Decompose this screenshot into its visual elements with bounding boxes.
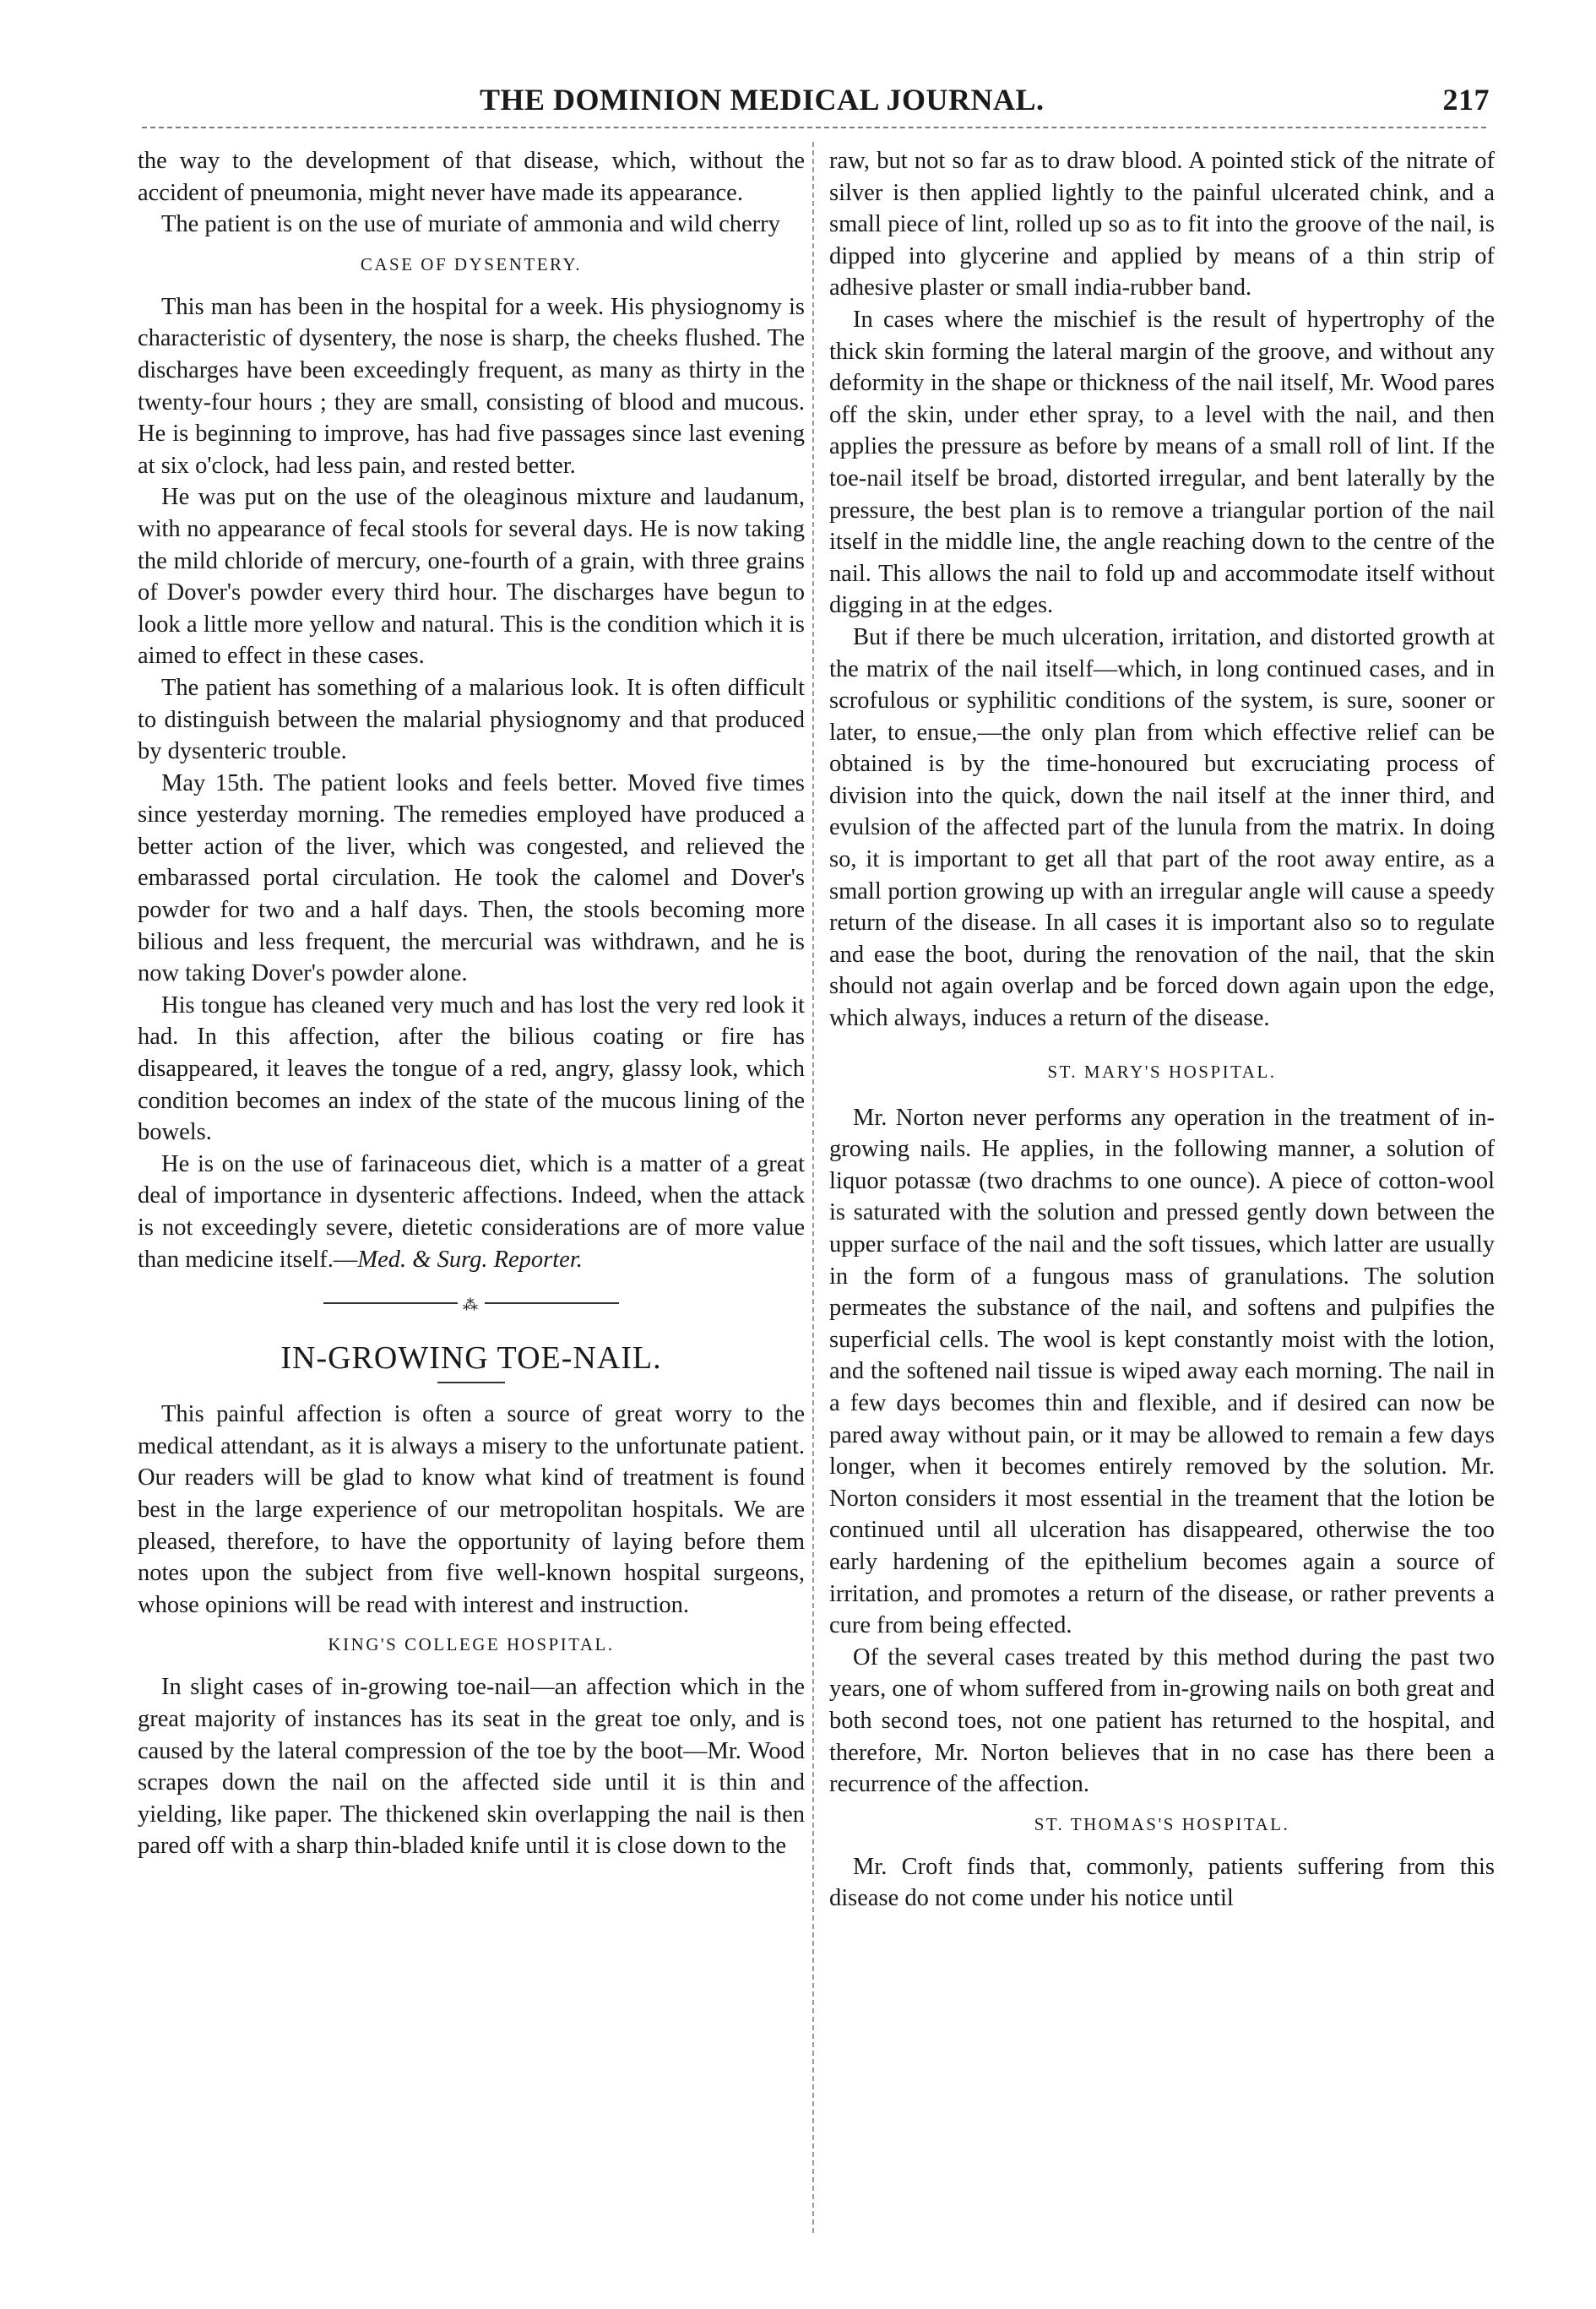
header-rule (142, 127, 1486, 128)
ornament-icon: ⁂ (458, 1290, 485, 1322)
paragraph: This man has been in the hospital for a week. His physiognomy is characteristic of dysentery, the nose is sharp, the cheeks flushed. The discharges have been exceedingly frequent, as many as thirty in the twenty-four hours ; they are small, consisting of blood and mucous. He is beginning to improve, has had five passages since last evening at six o'clock, had less pain, and rested better. (138, 293, 805, 479)
paragraph: This painful affection is often a source of great worry to the medical attendant, as it is always a misery to the unfortunate patient. Our readers will be glad to know what kind of treatment is found best in the large experience of our metropolitan hospitals. We are pleased, therefore, to have the opportunity of laying before them notes upon the subject from five well-known hospital surgeons, whose opinions will be read with interest and instruction. (138, 1401, 805, 1618)
column-divider (812, 142, 814, 2233)
paragraph: He was put on the use of the oleaginous mixture and laudanum, with no appearance of fecal stools for several days. He is now taking the mild chloride of mercury, one-fourth of a grain, with three grains of Dover's powder every third hour. The discharges have begun to look a little more yellow and natural. This is the condition which it is aimed to effect in these cases. (138, 484, 805, 670)
paragraph: The patient has something of a malarious look. It is often difficult to distinguish between the malarial physiognomy and that produced by dysenteric trouble. (138, 674, 805, 765)
paragraph: The patient is on the use of muriate of ammonia and wild cherry (161, 211, 780, 238)
kings-college-heading: KING'S COLLEGE HOSPITAL. (328, 1634, 615, 1655)
left-column (138, 145, 805, 2233)
paragraph: In cases where the mischief is the result of hypertrophy of the thick skin forming the lateral margin of the groove, and without any deformity in the shape or thickness of the nail itself, Mr. Wood pares off the skin, under ether spray, to a level with the nail, and then applies the pressure as before by means of a small roll of lint. If the toe-nail itself be broad, distorted irregular, and bent laterally by the pressure, the best plan is to remove a triangular portion of the nail itself in the middle line, the angle reaching down to the centre of the nail. This allows the nail to fold up and accommodate itself without digging in at the edges. (829, 306, 1495, 619)
paragraph: In slight cases of in-growing toe-nail—an affection which in the great majority of instances has its seat in the great toe only, and is caused by the lateral compression of the toe by the boot—Mr. Wood scrapes down the nail on the affected side until it is thin and yielding, like paper. The thickened skin overlapping the nail is then pared off with a sharp thin-bladed knife until it is close down to the (138, 1674, 805, 1860)
paragraph: raw, but not so far as to draw blood. A pointed stick of the nitrate of silver is then applied lightly to the painful ulcerated chink, and a small piece of lint, rolled up so as to fit into the groove of the nail, is dipped into glycerine and applied by means of a thin strip of adhesive plaster or small india-rubber band. (829, 148, 1495, 302)
page-number: 217 (1442, 83, 1490, 117)
paragraph: the way to the development of that disease, which, without the accident of pneumonia, might never have made its appearance. (138, 148, 805, 206)
paragraph: His tongue has cleaned very much and has lost the very red look it had. In this affection, after the bilious coating or fire has disappeared, it leaves the tongue of a red, angry, glassy look, which condition becomes an index of the state of the mucous lining of the bowels. (138, 992, 805, 1146)
st-thomas-heading: ST. THOMAS'S HOSPITAL. (1034, 1813, 1290, 1834)
source-credit: Med. & Surg. Reporter. (357, 1246, 583, 1273)
paragraph: But if there be much ulceration, irritation, and distorted growth at the matrix of the nail itself—which, in long continued cases, and in scrofulous or syphilitic conditions of the system, is sure, sooner or later, to ensue,—the only plan from which effective relief can be obtained is by the time-honoured but excruciating process of division into the quick, down the nail itself at the inner third, and evulsion of the affected part of the lunula from the matrix. In doing so, it is important to get all that part of the root away entire, as a small portion growing up with an irregular angle will cause a speedy return of the disease. In all cases it is important also so to regulate and ease the boot, during the renovation of the nail, that the skin should not again overlap and be forced down again upon the edge, which always, induces a return of the disease. (829, 623, 1495, 1032)
right-column (829, 145, 1495, 2233)
journal-title: THE DOMINION MEDICAL JOURNAL. (480, 83, 1045, 117)
paragraph: Mr. Norton never performs any operation in the treatment of in-growing nails. He applies, in the following manner, a solution of liquor potassæ (two drachms to one ounce). A piece of cotton-wool is saturated with the solution and pressed gently down between the upper surface of the nail and the soft tissues, which latter are usually in the form of a fungous mass of granulations. The solution permeates the substance of the nail, and softens and pulpifies the superficial cells. The wool is kept constantly moist with the lotion, and the softened nail tissue is wiped away each morning. The nail in a few days becomes thin and flexible, and if desired can now be pared away without pain, or it may be allowed to remain a few days longer, when it becomes entirely removed by the solution. Mr. Norton considers it most essential in the treament that the lotion be continued until all ulceration has disappeared, otherwise the too early hardening of the epithelium becomes again a source of irritation, and promotes a return of the disease, or rather prevents a cure from being effected. (829, 1104, 1495, 1639)
paragraph-text: He is on the use of farinaceous diet, which is a matter of a great deal of importance in dysenteric affections. Indeed, when the attack is not exceedingly severe, dietetic considerations are of more value than medicine itself.— (138, 1150, 805, 1273)
paragraph: Of the several cases treated by this method during the past two years, one of whom suffered from in-growing nails on both great and both second toes, not one patient has returned to the hospital, and therefore, Mr. Norton believes that in no case has there been a recurrence of the affection. (829, 1643, 1495, 1798)
case-heading: CASE OF DYSENTERY. (360, 253, 583, 274)
section-separator (138, 1296, 805, 1314)
running-head (142, 78, 1490, 122)
st-marys-heading: ST. MARY'S HOSPITAL. (1047, 1061, 1277, 1082)
title-rule (437, 1382, 505, 1383)
paragraph (138, 1149, 805, 1275)
paragraph: Mr. Croft finds that, commonly, patients suffering from this disease do not come under his notice until (829, 1853, 1495, 1912)
article-title: IN-GROWING TOE-NAIL. (280, 1340, 662, 1377)
paragraph: May 15th. The patient looks and feels better. Moved five times since yesterday morning. The remedies employed have produced a better action of the liver, which was congested, and relieved the embarassed portal circulation. He took the calomel and Dover's powder for two and a half days. Then, the stools becoming more bilious and less frequent, the mercurial was withdrawn, and he is now taking Dover's powder alone. (138, 769, 805, 987)
